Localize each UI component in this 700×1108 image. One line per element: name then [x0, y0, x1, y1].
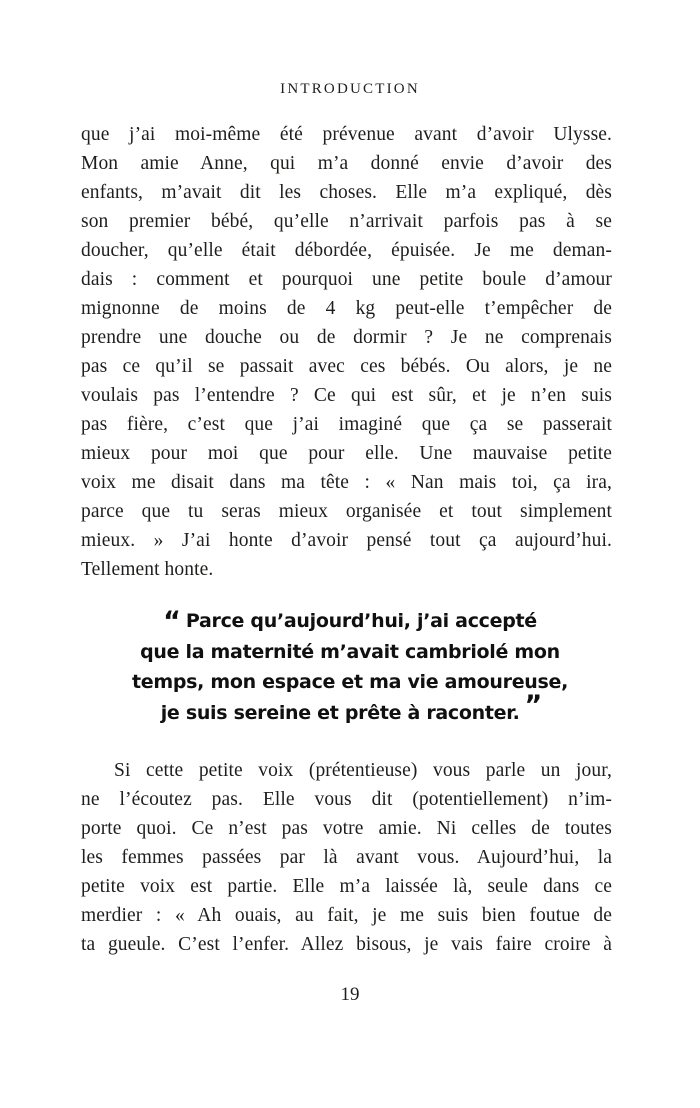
text-line: mieux pour moi que pour elle. Une mauvaise petite — [81, 443, 612, 464]
text-line: voulais pas l’entendre ? Ce qui est sûr, et je n’en suis — [81, 385, 612, 406]
text-line: voix me disait dans ma tête : « Nan mais toi, ça ira, — [81, 472, 612, 493]
text-line: temps, mon espace et ma vie amoureuse, — [131, 671, 569, 693]
text-line: porte quoi. Ce n’est pas votre amie. Ni celles de toutes — [81, 818, 612, 839]
text-line: que la maternité m’avait cambriolé mon — [140, 640, 560, 663]
text-line: mignonne de moins de 4 kg peut-elle t’empêcher de — [81, 298, 612, 319]
text-line: merdier : « Ah ouais, au fait, je me suis bien foutue de — [81, 905, 612, 926]
text-line: dais : comment et pourquoi une petite boule d’amour — [81, 269, 612, 290]
page-number: 19 — [340, 984, 360, 1005]
text-line: Si cette petite voix (prétentieuse) vous parle un jour, — [114, 760, 612, 781]
text-line: doucher, qu’elle était débordée, épuisée. Je me deman- — [81, 240, 612, 261]
running-header: INTRODUCTION — [280, 81, 420, 97]
text-line: enfants, m’avait dit les choses. Elle m’a expliqué, dès — [81, 182, 612, 203]
text-line: Tellement honte. — [81, 559, 214, 580]
text-line: son premier bébé, qu’elle n’arrivait parfois pas à se — [81, 211, 612, 232]
text-line: pas ce qu’il se passait avec ces bébés. Ou alors, je ne — [81, 356, 612, 377]
text-line: que j’ai moi-même été prévenue avant d’avoir Ulysse. — [81, 124, 612, 145]
body-paragraph-2 — [81, 756, 612, 959]
text-line: prendre une douche ou de dormir ? Je ne comprenais — [81, 327, 612, 348]
body-paragraph-1 — [81, 120, 612, 584]
text-line: “ Parce qu’aujourd’hui, j’ai accepté — [163, 606, 537, 637]
text-line: pas fière, c’est que j’ai imaginé que ça se passerait — [81, 414, 612, 435]
text-line: ta gueule. C’est l’enfer. Allez bisous, je vais faire croire à — [81, 934, 612, 955]
text-line: je suis sereine et prête à raconter. ” — [160, 689, 540, 724]
text-line: petite voix est partie. Elle m’a laissée là, seule dans ce — [81, 876, 612, 897]
pull-quote — [100, 606, 600, 728]
text-line: les femmes passées par là avant vous. Aujourd’hui, la — [81, 847, 612, 868]
text-line: parce que tu seras mieux organisée et tout simplement — [81, 501, 612, 522]
text-line: ne l’écoutez pas. Elle vous dit (potentiellement) n’im- — [81, 789, 612, 810]
text-line: Mon amie Anne, qui m’a donné envie d’avoir des — [81, 153, 612, 174]
text-line: mieux. » J’ai honte d’avoir pensé tout ça aujourd’hui. — [81, 530, 612, 551]
